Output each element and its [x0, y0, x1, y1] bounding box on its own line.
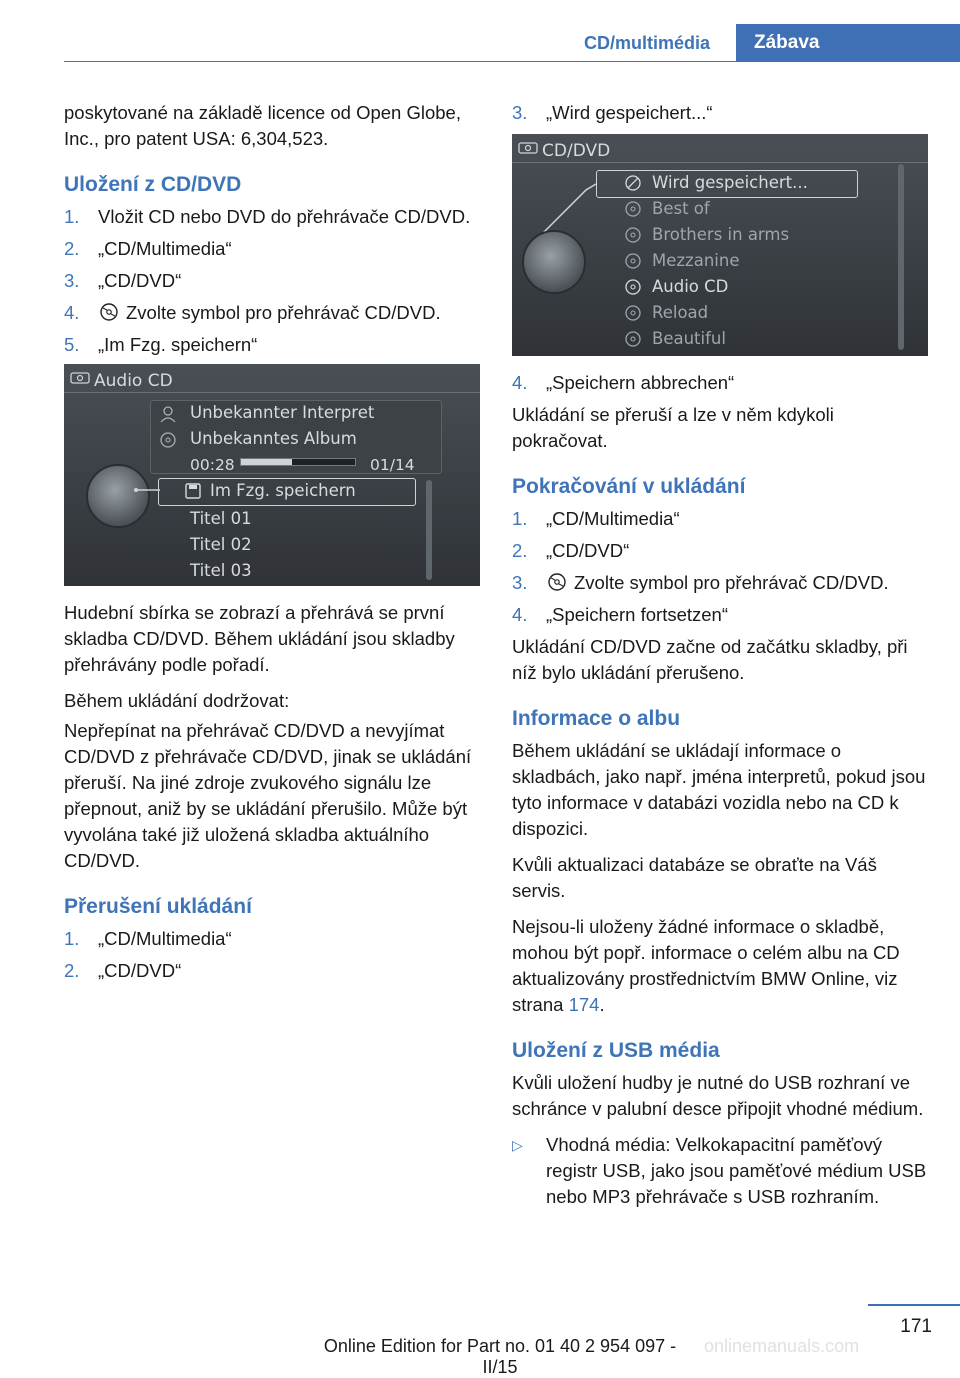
menu-item-saving[interactable]: Wird gespeichert... — [652, 173, 808, 192]
paragraph: Kvůli uložení hudby je nutné do USB rozhraní ve schránce v palubní desce připojit vhodné médium. — [512, 1072, 924, 1119]
album-icon — [158, 430, 178, 450]
steps-interrupt — [64, 926, 482, 984]
screen-title: CD/DVD — [542, 141, 611, 161]
left-column — [64, 100, 482, 990]
list-item: 1. „CD/Multimedia“ — [512, 508, 680, 529]
edition-note: Online Edition for Part no. 01 40 2 954 097 - II/15 — [323, 1336, 677, 1377]
heading-save-from-cd: Uložení z CD/DVD — [64, 173, 242, 196]
footer-rule — [868, 1304, 960, 1306]
list-item: 4. „Speichern abbrechen“ — [512, 372, 735, 393]
track-item[interactable]: Titel 01 — [190, 509, 252, 528]
list-item: 3. Zvolte symbol pro přehrávač CD/DVD. — [512, 572, 889, 593]
bullet-list — [512, 1132, 930, 1210]
scrollbar[interactable] — [426, 480, 432, 580]
list-item: ▷ Vhodná média: Velkokapacitní paměťový registr USB, jako jsou paměťové médium USB nebo MP3 přehrávače s USB rozhraním. — [512, 1134, 927, 1207]
album-label: Unbekanntes Album — [190, 429, 357, 448]
page-link[interactable]: 174 — [568, 994, 600, 1015]
steps-save-from-cd — [64, 204, 482, 358]
elapsed-time: 00:28 — [190, 456, 235, 474]
heading-save-from-usb: Uložení z USB média — [512, 1039, 720, 1062]
album-item[interactable]: Mezzanine — [652, 251, 740, 270]
list-item: 1. „CD/Multimedia“ — [64, 928, 232, 949]
list-item: 5. „Im Fzg. speichern“ — [64, 334, 258, 355]
right-column — [512, 100, 930, 1216]
person-icon — [158, 404, 178, 424]
disc-icon — [546, 572, 568, 592]
track-item[interactable]: Titel 03 — [190, 561, 252, 580]
paragraph: Ukládání se přeruší a lze v něm kdykoli pokračovat. — [512, 404, 834, 451]
album-item[interactable]: Audio CD — [652, 277, 729, 296]
screenshot-cd-dvd-list — [512, 134, 928, 356]
track-counter: 01/14 — [370, 456, 415, 474]
header-chapter-tab: Zábava — [736, 24, 960, 62]
list-item: 3. „CD/DVD“ — [64, 270, 182, 291]
steps-resume — [512, 506, 930, 628]
screenshot-audio-cd — [64, 364, 480, 586]
list-item: 4. „Speichern fortsetzen“ — [512, 604, 729, 625]
triangle-bullet-icon: ▷ — [512, 1137, 523, 1153]
album-item[interactable]: Brothers in arms — [652, 225, 790, 244]
list-item: 4. Zvolte symbol pro přehrávač CD/DVD. — [64, 302, 441, 323]
paragraph: Kvůli aktualizaci databáze se obraťte na Váš servis. — [512, 854, 877, 901]
controller-knob — [522, 230, 586, 294]
paragraph: Nepřepínat na přehrávač CD/DVD a nevyjímat CD/DVD z přehrávače CD/DVD, jinak se ukládání přeruší. Na jiné zdroje zvukového signálu lze přepnout, aniž by se ukládání přerušilo. Může být vyvolána také již uložená skladba aktuálního CD/DVD. — [64, 720, 472, 871]
artist-label: Unbekannter Interpret — [190, 403, 375, 422]
paragraph: Ukládání CD/DVD začne od začátku skladby, při níž bylo ukládání přerušeno. — [512, 636, 908, 683]
list-item: 2. „CD/Multimedia“ — [64, 238, 232, 259]
audio-cd-icon — [70, 370, 90, 386]
cd-dvd-icon — [518, 140, 538, 156]
album-item[interactable]: Beautiful — [652, 329, 726, 348]
page-header — [0, 24, 960, 62]
list-item: 2. „CD/DVD“ — [512, 540, 630, 561]
heading-interrupt-save: Přerušení ukládání — [64, 895, 252, 918]
track-item[interactable]: Titel 02 — [190, 535, 252, 554]
disc-icon — [624, 174, 642, 192]
heading-album-info: Informace o albu — [512, 707, 681, 730]
paragraph: Během ukládání se ukládají informace o skladbách, jako např. jména interpretů, pokud jsou tyto informace v databázi vozidla nebo na CD k dispozici. — [512, 740, 926, 839]
paragraph: Během ukládání dodržovat: — [64, 690, 290, 711]
paragraph: Nejsou-li uloženy žádné informace o skladbě, mohou být popř. informace o celém albu na CD aktualizovány prostřednictvím BMW Online, viz strana 174. — [512, 916, 900, 1015]
progress-bar — [240, 458, 356, 466]
header-rule — [64, 61, 960, 62]
screen-title: Audio CD — [94, 371, 173, 391]
disc-icon — [624, 330, 642, 348]
list-item: 2. „CD/DVD“ — [64, 960, 182, 981]
steps-interrupt-cont — [512, 370, 930, 396]
steps-interrupt-cont — [512, 100, 930, 126]
album-item[interactable]: Best of — [652, 199, 710, 218]
disc-icon — [624, 200, 642, 218]
list-item: 3. „Wird gespeichert...“ — [512, 102, 713, 123]
list-item: 1. Vložit CD nebo DVD do přehrávače CD/DVD. — [64, 206, 471, 227]
disc-icon — [624, 278, 642, 296]
watermark: onlinemanuals.com — [704, 1336, 860, 1356]
page-number: 171 — [900, 1316, 932, 1337]
heading-resume-save: Pokračování v ukládání — [512, 475, 746, 498]
disc-icon — [98, 302, 120, 322]
scrollbar[interactable] — [898, 164, 904, 350]
disc-icon — [624, 226, 642, 244]
disc-icon — [624, 252, 642, 270]
header-section-title: CD/multimédia — [583, 33, 711, 53]
album-item[interactable]: Reload — [652, 303, 709, 322]
intro-paragraph: poskytované na základě licence od Open Globe, Inc., pro patent USA: 6,304,523. — [64, 102, 461, 149]
disc-icon — [624, 304, 642, 322]
paragraph: Hudební sbírka se zobrazí a přehrává se první skladba CD/DVD. Během ukládání jsou skladby přehrávány podle pořadí. — [64, 602, 455, 675]
menu-item-save-in-car[interactable]: Im Fzg. speichern — [210, 481, 356, 500]
save-icon — [184, 482, 202, 500]
